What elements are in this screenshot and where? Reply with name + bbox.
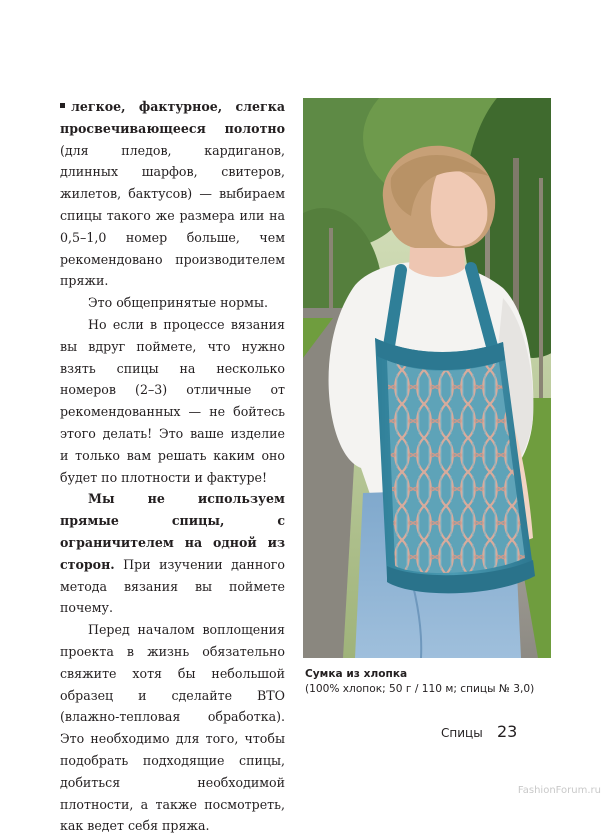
page-number: 23 (497, 722, 518, 741)
paragraph-bullet (60, 96, 285, 292)
body-text-column (60, 96, 285, 837)
caption-details: (100% хлопок; 50 г / 110 м; спицы № 3,0) (305, 683, 535, 695)
bullet-icon (60, 103, 65, 108)
caption-title: Сумка из хлопка (305, 668, 408, 680)
paragraph-norms: Это общепринятые нормы. (88, 295, 269, 311)
bold-phrase-needles: Мы не используем прямые спицы, с ограничителем на одной из сторон. (60, 491, 285, 572)
bold-phrase-fabric: легкое, фактурное, слегка просвечивающееся полотно (60, 99, 285, 136)
watermark-text: FashionForum.ru (517, 785, 601, 796)
paragraph-straight-needles (60, 488, 285, 619)
photo-woman-with-knitted-bag (303, 98, 551, 658)
paragraph-needle-size: Но если в процессе вязания вы вдруг поймете, что нужно взять спицы на несколько номеров (2–3) отличные от рекомендованных — не бойтесь этого делать! Это ваше изделие и только вам решать каким оно будет по плотности и фактуре! (60, 316, 285, 485)
paragraph-bullet-rest: (для пледов, кардиганов, длинных шарфов, свитеров, жилетов, бактусов) — выбираем спицы такого же размера или на 0,5–1,0 номер больше, чем рекомендовано производителем пряжи. (60, 142, 285, 289)
paragraph-straight-needles-rest: При изучении данного метода вязания вы поймете почему. (60, 556, 285, 616)
paragraph-swatch: Перед началом воплощения проекта в жизнь обязательно свяжите хотя бы небольшой образец и сделайте ВТО (влажно-тепловая обработка). Это необходимо для того, чтобы подобрать подходящие спицы, добиться необходимой плотности, а также посмотреть, как ведет себя пряжа. (60, 622, 285, 834)
footer-section-name: Спицы (441, 726, 483, 740)
photo-caption (305, 667, 565, 697)
